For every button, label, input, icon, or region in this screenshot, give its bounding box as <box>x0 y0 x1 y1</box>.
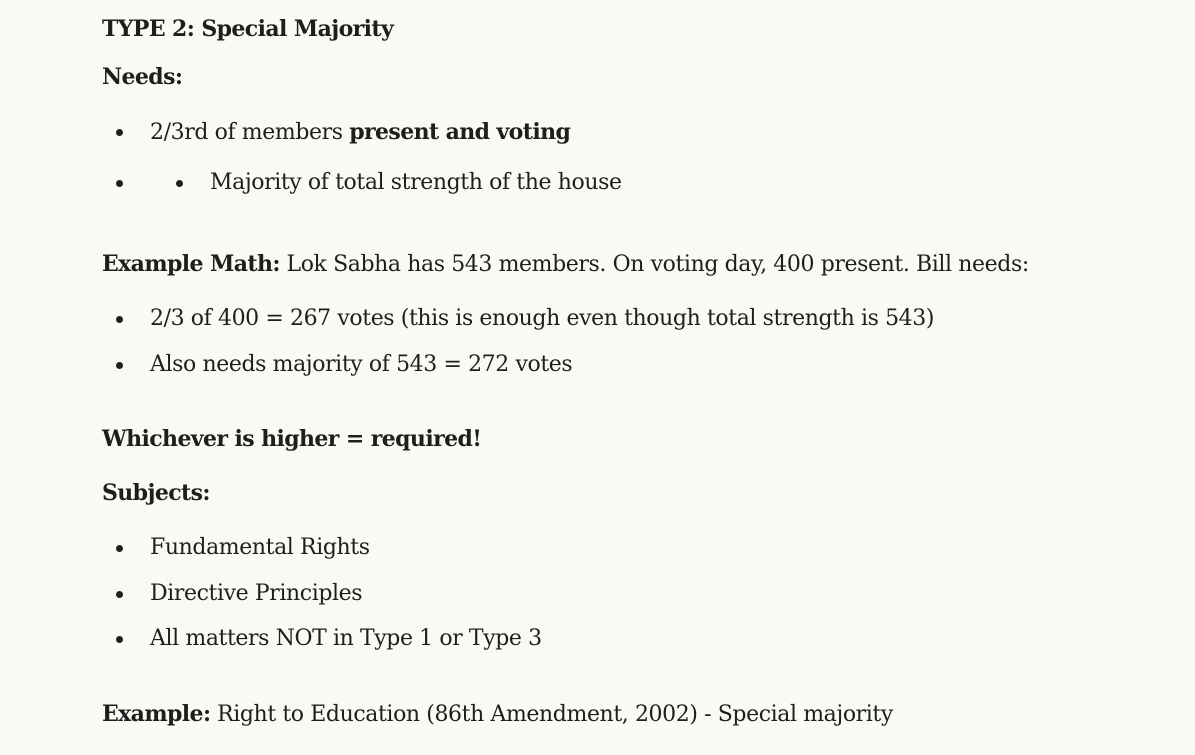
bullet-icon <box>116 545 123 552</box>
example-text: Right to Education (86th Amendment, 2002) - Special majority <box>210 702 893 727</box>
needs-item-bold: present and voting <box>349 119 571 145</box>
bullet-icon <box>116 129 123 136</box>
subjects-label: Subjects: <box>102 480 210 506</box>
subject-item-text: Fundamental Rights <box>150 535 370 560</box>
math-item-text: Also needs majority of 543 = 272 votes <box>150 352 573 377</box>
bullet-icon <box>116 316 123 323</box>
whichever-line: Whichever is higher = required! <box>102 426 482 452</box>
example-math-text: Lok Sabha has 543 members. On voting day, 400 present. Bill needs: <box>279 252 1029 277</box>
example-math-paragraph <box>102 249 1029 280</box>
bullet-icon <box>116 636 123 643</box>
example-math-label: Example Math: <box>102 251 280 277</box>
nested-bullet-icon <box>176 180 183 187</box>
bullet-icon <box>116 362 123 369</box>
type-heading: TYPE 2: Special Majority <box>102 16 394 42</box>
subject-item-text: All matters NOT in Type 1 or Type 3 <box>150 626 542 651</box>
needs-item-text: Majority of total strength of the house <box>210 170 622 195</box>
bullet-icon <box>116 591 123 598</box>
needs-label: Needs: <box>102 64 183 90</box>
math-item-text: 2/3 of 400 = 267 votes (this is enough even though total strength is 543) <box>150 306 935 331</box>
bullet-icon <box>116 180 123 187</box>
needs-item-text: 2/3rd of members <box>150 120 350 145</box>
subject-item-text: Directive Principles <box>150 581 363 606</box>
example-paragraph <box>102 699 893 730</box>
example-label: Example: <box>102 701 211 727</box>
